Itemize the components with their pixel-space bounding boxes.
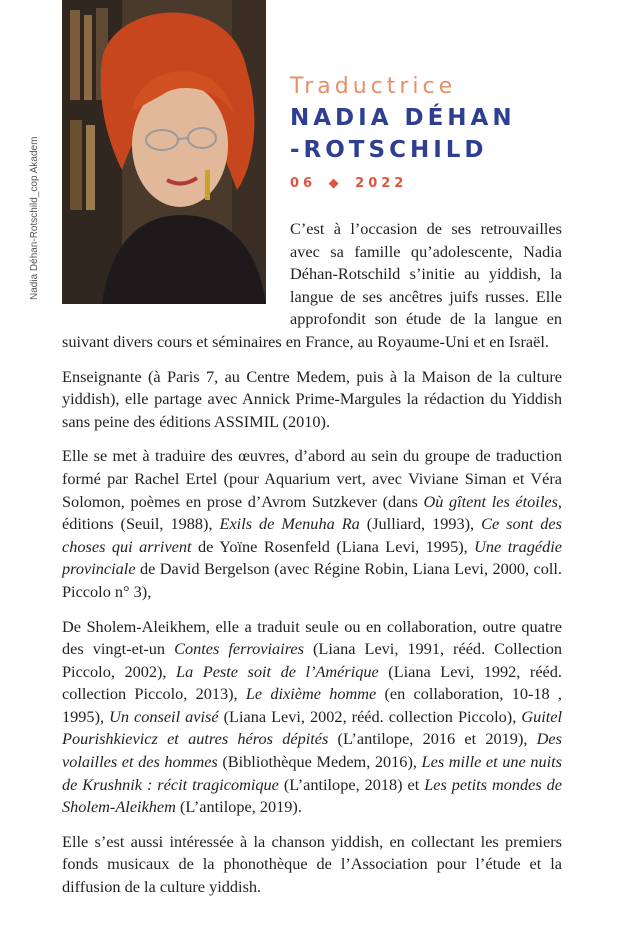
book-title: Les mille et une nuits de Krushnik : récit tragicomique: [62, 752, 563, 794]
paragraph-2: Enseignante (à Paris 7, au Centre Medem, puis à la Maison de la culture yiddish), elle partage avec Annick Prime-Margules la rédaction du Yiddish sans peine des éditions ASSIMIL (2010).: [62, 366, 562, 431]
date-month: 06: [290, 176, 317, 191]
person-name-line2: -ROTSCHILD: [290, 137, 488, 163]
book-title: Exils de Menuha Ra: [219, 514, 360, 534]
photo-credit: Nadia Déhan-Rotschild_cop Akadem: [29, 136, 40, 300]
book-title: Des volailles et des hommes: [62, 729, 562, 772]
book-title: Le dixième homme: [245, 684, 377, 704]
book-title: Où gîtent les étoiles: [423, 491, 558, 511]
diamond-separator-icon: ◆: [328, 176, 343, 191]
book-title: Un conseil avisé: [109, 706, 219, 726]
issue-date: [290, 176, 590, 192]
paragraph-3: Elle se met à traduire des œuvres, d’abord au sein du groupe de traduction formé par Rachel Ertel (pour Aquarium vert, avec Viviane Siman et Véra Solomon, poèmes en prose d’Avrom Sutzkever (dans Où gîtent les étoiles, éditions (Seuil, 1988), Exils de Menuha Ra (Julliard, 1993), Ce sont des choses qui arrivent de Yoïne Rosenfeld (Liana Levi, 1995), Une tragédie provinciale de David Bergelson (avec Régine Robin, Liana Levi, 2000, coll. Piccolo n° 3),: [62, 446, 562, 601]
photo-wrap-space: [62, 218, 290, 312]
paragraph-5: Elle s’est aussi intéressée à la chanson yiddish, en collectant les premiers fonds musicaux de la phonothèque de l’Association pour l’étude et la diffusion de la culture yiddish.: [62, 831, 562, 897]
date-year: 2022: [355, 176, 408, 191]
person-name-line1: NADIA DÉHAN: [290, 105, 516, 131]
book-title: Les petits mondes de Sholem-Aleikhem: [62, 774, 562, 817]
paragraph-1: C’est à l’occasion de ses retrouvailles avec sa famille qu’adolescente, Nadia Déhan-Rotschild s’initie au yiddish, la langue de ses ancêtres juifs russes. Elle approfondit son étude de la langue en suivant divers cours et séminaires en France, au Royaume-Uni et en Israël.: [62, 219, 562, 351]
role-title: Traductrice: [290, 74, 457, 99]
book-title: Une tragédie provinciale: [62, 536, 562, 579]
article-header: [290, 72, 590, 192]
book-title: La Peste soit de l’Amérique: [176, 661, 379, 681]
book-title: Contes ferroviaires: [174, 639, 304, 659]
paragraph-4: De Sholem-Aleikhem, elle a traduit seule ou en collaboration, outre quatre des vingt-et-un Contes ferroviaires (Liana Levi, 1991, rééd. Collection Piccolo, 2002), La Peste soit de l’Amérique (Liana Levi, 1992, rééd. collection Piccolo, 2013), Le dixième homme (en collaboration, 10-18 , 1995), Un conseil avisé (Liana Levi, 2002, rééd. collection Piccolo), Guitel Pourishkievicz et autres héros dépités (L’antilope, 2016 et 2019), Des volailles et des hommes (Bibliothèque Medem, 2016), Les mille et une nuits de Krushnik : récit tragicomique (L’antilope, 2018) et Les petits mondes de Sholem-Aleikhem (L’antilope, 2019).: [62, 616, 563, 817]
article-body: [62, 218, 562, 911]
book-title: Guitel Pourishkievicz et autres héros dépités: [62, 706, 563, 749]
book-title: Ce sont des choses qui arrivent: [62, 514, 562, 556]
